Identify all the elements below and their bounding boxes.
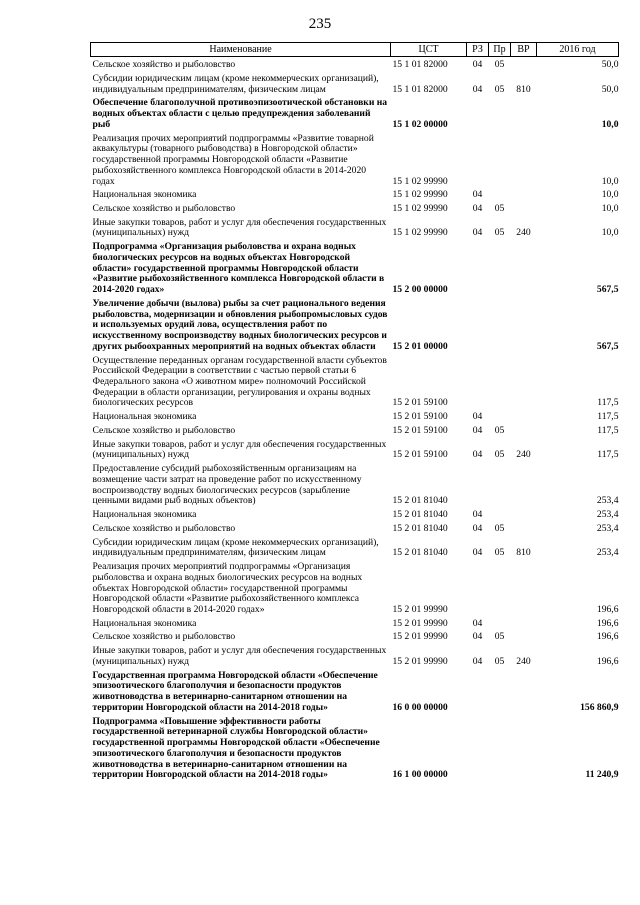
row-sum: 117,5 xyxy=(597,397,619,409)
table-row xyxy=(91,187,619,201)
row-rz: 04 xyxy=(472,522,483,534)
row-cst: 15 2 01 99990 xyxy=(392,655,448,667)
table-row xyxy=(91,616,619,630)
row-vr: 240 xyxy=(516,449,531,461)
row-rz: 04 xyxy=(472,83,483,95)
row-cst: 15 2 01 81040 xyxy=(392,509,448,521)
row-pr: 05 xyxy=(494,547,505,559)
row-rz xyxy=(467,668,489,714)
header-rz: РЗ xyxy=(467,43,489,57)
row-rz xyxy=(467,559,489,616)
row-rz xyxy=(467,296,489,353)
row-vr xyxy=(511,714,537,781)
row-pr xyxy=(489,507,511,521)
row-pr xyxy=(489,409,511,423)
row-pr: 05 xyxy=(494,59,505,71)
row-rz: 04 xyxy=(472,411,483,423)
row-rz xyxy=(467,461,489,507)
table-row xyxy=(91,95,619,130)
table-header xyxy=(91,43,619,57)
row-vr: 810 xyxy=(516,547,531,559)
row-name: Сельское хозяйство и рыболовство xyxy=(92,424,236,436)
row-vr xyxy=(511,616,537,630)
row-name: Иные закупки товаров, работ и услуг для обеспечения государственных (муниципальных) нужд xyxy=(92,645,387,667)
row-cst: 16 0 00 00000 xyxy=(392,701,448,713)
row-cst: 15 2 01 59100 xyxy=(392,411,448,423)
header-year: 2016 год xyxy=(537,43,619,57)
row-name: Обеспечение благополучной противоэпизоотической обстановки на водных объектах области с целью предупреждения заболеваний рыб xyxy=(92,97,388,130)
row-vr: 240 xyxy=(516,655,531,667)
row-name: Субсидии юридическим лицам (кроме некоммерческих организаций), индивидуальным предпринимателям, физическим лицам xyxy=(92,536,379,559)
row-sum: 50,0 xyxy=(601,83,619,95)
row-sum: 196,6 xyxy=(596,655,619,667)
row-sum: 10,0 xyxy=(601,118,619,130)
row-vr xyxy=(511,409,537,423)
table-row xyxy=(91,507,619,521)
row-rz: 04 xyxy=(472,509,483,521)
row-pr xyxy=(489,353,511,410)
row-cst: 15 2 01 99990 xyxy=(392,603,448,615)
row-sum: 196,6 xyxy=(596,631,619,643)
page-number: 235 xyxy=(308,16,332,32)
row-pr: 05 xyxy=(494,655,505,667)
row-vr xyxy=(511,296,537,353)
row-sum: 253,4 xyxy=(596,495,619,507)
row-cst: 15 2 00 00000 xyxy=(392,284,448,296)
row-name: Предоставление субсидий рыбохозяйственным организациям на возмещение части затрат на проведение работ по искусственному воспроизводству водных биологических ресурсов (зарыбление ценными видами рыб водных объектов) xyxy=(92,463,362,507)
row-sum: 567,5 xyxy=(596,340,619,352)
table-body xyxy=(91,57,619,781)
row-cst: 15 1 02 99990 xyxy=(392,203,448,214)
row-name: Государственная программа Новгородской области «Обеспечение эпизоотического благополучия и безопасности продуктов животноводства в ветеринарно-санитарном отношении на территории Новгородской области на 2014-2018 годы» xyxy=(92,669,378,713)
row-rz: 04 xyxy=(472,617,483,629)
table-row xyxy=(91,71,619,95)
row-pr: 05 xyxy=(494,203,505,214)
row-sum: 10,0 xyxy=(601,227,619,239)
table-row xyxy=(91,521,619,535)
row-vr xyxy=(511,131,537,188)
row-rz: 04 xyxy=(472,655,483,667)
row-vr xyxy=(511,423,537,437)
row-name: Реализация прочих мероприятий подпрограммы «Развитие товарной аквакультуры (товарного рыбоводства) в Новгородской области» государственной программы Новгородской области «Развитие рыбохозяйственного комплекса Новгородской области в 2014-2020 годах xyxy=(92,132,374,187)
row-pr xyxy=(489,714,511,781)
table-row xyxy=(91,423,619,437)
row-name: Национальная экономика xyxy=(92,189,197,201)
row-vr xyxy=(511,239,537,296)
row-vr xyxy=(511,559,537,616)
table-row xyxy=(91,437,619,461)
row-name: Национальная экономика xyxy=(92,509,197,521)
row-vr xyxy=(511,507,537,521)
table-row xyxy=(91,629,619,643)
row-rz: 04 xyxy=(472,449,483,461)
row-name: Сельское хозяйство и рыболовство xyxy=(92,203,236,214)
row-cst: 15 1 02 99990 xyxy=(392,189,448,201)
table-row xyxy=(91,668,619,714)
table-row xyxy=(91,296,619,353)
row-sum: 253,4 xyxy=(596,509,619,521)
row-name: Осуществление переданных органам государственной власти субъектов Российской Федерации в соответствии с частью первой статьи 6 Федерального закона «О животном мире» полномочий Российской Федерации в области организации, регулирования и охраны водных биологических ресурсов xyxy=(92,354,387,409)
row-name: Подпрограмма «Повышение эффективности работы государственной ветеринарной службы Новгородской области» государственной программы Новгородской области «Обеспечение эпизоотического благополучия и безопасности продуктов животноводства в ветеринарно-санитарном отношении на территории Новгородской области на 2014-2018 годы» xyxy=(92,715,380,781)
row-vr xyxy=(511,353,537,410)
row-cst: 16 1 00 00000 xyxy=(392,769,448,781)
row-name: Сельское хозяйство и рыболовство xyxy=(92,631,236,643)
table-row xyxy=(91,201,619,215)
table-row xyxy=(91,57,619,71)
row-sum: 196,6 xyxy=(596,603,619,615)
row-pr: 05 xyxy=(494,424,505,436)
table-row xyxy=(91,559,619,616)
table-row xyxy=(91,643,619,667)
row-cst: 15 2 01 81040 xyxy=(392,547,448,559)
row-pr xyxy=(489,668,511,714)
table-row xyxy=(91,353,619,410)
row-name: Реализация прочих мероприятий подпрограммы «Организация рыболовства и охрана водных биологических ресурсов на водных объектах Новгородской области» государственной программы Новгородской области «Развитие рыбохозяйственного комплекса Новгородской области в 2014-2020 годах» xyxy=(92,561,363,615)
row-cst: 15 1 01 82000 xyxy=(392,83,448,95)
row-pr: 05 xyxy=(494,449,505,461)
row-cst: 15 1 02 99990 xyxy=(392,175,448,187)
row-cst: 15 1 02 99990 xyxy=(392,227,448,239)
row-rz xyxy=(467,714,489,781)
header-cst: ЦСТ xyxy=(391,43,467,57)
row-pr xyxy=(489,461,511,507)
row-rz xyxy=(467,95,489,130)
row-sum: 50,0 xyxy=(601,59,619,71)
row-sum: 567,5 xyxy=(596,284,619,296)
row-vr: 810 xyxy=(516,83,531,95)
row-pr: 05 xyxy=(494,631,505,643)
row-cst: 15 2 01 81040 xyxy=(392,495,448,507)
row-cst: 15 1 01 82000 xyxy=(392,59,448,71)
row-vr xyxy=(511,668,537,714)
row-vr xyxy=(511,521,537,535)
table-row xyxy=(91,714,619,781)
row-rz: 04 xyxy=(472,59,483,71)
row-cst: 15 2 01 00000 xyxy=(392,340,448,352)
row-name: Увеличение добычи (вылова) рыбы за счет рационального ведения рыболовства, модернизации и обновления рыбопромысловых судов и используемых орудий лова, осуществления работ по искусственному воспроизводству водных биологических ресурсов и других рыбоохранных мероприятий на водных объектах области xyxy=(92,297,388,352)
row-name: Сельское хозяйство и рыболовство xyxy=(92,59,236,71)
row-vr xyxy=(511,187,537,201)
row-pr xyxy=(489,187,511,201)
row-vr xyxy=(511,57,537,71)
header-name: Наименование xyxy=(91,43,391,57)
header-pr: Пр xyxy=(489,43,511,57)
row-sum: 11 240,9 xyxy=(585,769,619,781)
row-pr: 05 xyxy=(494,227,505,239)
row-cst: 15 2 01 59100 xyxy=(392,397,448,409)
table-row xyxy=(91,461,619,507)
table-row xyxy=(91,131,619,188)
row-name: Иные закупки товаров, работ и услуг для обеспечения государственных (муниципальных) нужд xyxy=(92,438,387,461)
row-sum: 10,0 xyxy=(601,203,619,214)
budget-table xyxy=(90,42,619,781)
row-name: Национальная экономика xyxy=(92,617,197,629)
row-vr: 240 xyxy=(516,227,531,239)
row-sum: 196,6 xyxy=(596,617,619,629)
row-vr xyxy=(511,629,537,643)
row-cst: 15 2 01 99990 xyxy=(392,617,448,629)
header-vr: ВР xyxy=(511,43,537,57)
row-pr xyxy=(489,616,511,630)
row-name: Сельское хозяйство и рыболовство xyxy=(92,522,236,534)
row-name: Иные закупки товаров, работ и услуг для обеспечения государственных (муниципальных) нужд xyxy=(92,216,387,239)
row-sum: 117,5 xyxy=(597,411,619,423)
row-pr xyxy=(489,131,511,188)
row-rz: 04 xyxy=(472,203,483,214)
row-rz xyxy=(467,353,489,410)
row-vr xyxy=(511,95,537,130)
row-cst: 15 1 02 00000 xyxy=(392,118,448,130)
row-cst: 15 2 01 81040 xyxy=(392,522,448,534)
table-row xyxy=(91,409,619,423)
row-rz: 04 xyxy=(472,424,483,436)
row-pr xyxy=(489,559,511,616)
row-pr xyxy=(489,239,511,296)
row-rz xyxy=(467,239,489,296)
row-vr xyxy=(511,461,537,507)
row-rz xyxy=(467,131,489,188)
row-rz: 04 xyxy=(472,631,483,643)
row-pr: 05 xyxy=(494,83,505,95)
row-cst: 15 2 01 99990 xyxy=(392,631,448,643)
table-row xyxy=(91,239,619,296)
row-sum: 156 860,9 xyxy=(580,701,619,713)
row-cst: 15 2 01 59100 xyxy=(392,424,448,436)
row-name: Субсидии юридическим лицам (кроме некоммерческих организаций), индивидуальным предпринимателям, физическим лицам xyxy=(92,72,379,95)
row-pr xyxy=(489,296,511,353)
row-sum: 117,5 xyxy=(597,424,619,436)
table-row xyxy=(91,215,619,239)
table-row xyxy=(91,535,619,559)
row-sum: 10,0 xyxy=(601,175,619,187)
row-sum: 117,5 xyxy=(597,449,619,461)
row-name: Подпрограмма «Организация рыболовства и охрана водных биологических ресурсов на водных объектах Новгородской области» государственной программы Новгородской области «Развитие рыбохозяйственного комплекса Новгородской области в 2014-2020 годах» xyxy=(92,241,385,296)
row-pr: 05 xyxy=(494,522,505,534)
row-pr xyxy=(489,95,511,130)
row-name: Национальная экономика xyxy=(92,411,197,423)
row-sum: 253,4 xyxy=(596,522,619,534)
row-rz: 04 xyxy=(472,227,483,239)
row-rz: 04 xyxy=(472,547,483,559)
row-cst: 15 2 01 59100 xyxy=(392,449,448,461)
row-sum: 253,4 xyxy=(596,547,619,559)
row-sum: 10,0 xyxy=(601,189,619,201)
row-vr xyxy=(511,201,537,215)
row-rz: 04 xyxy=(472,189,483,201)
